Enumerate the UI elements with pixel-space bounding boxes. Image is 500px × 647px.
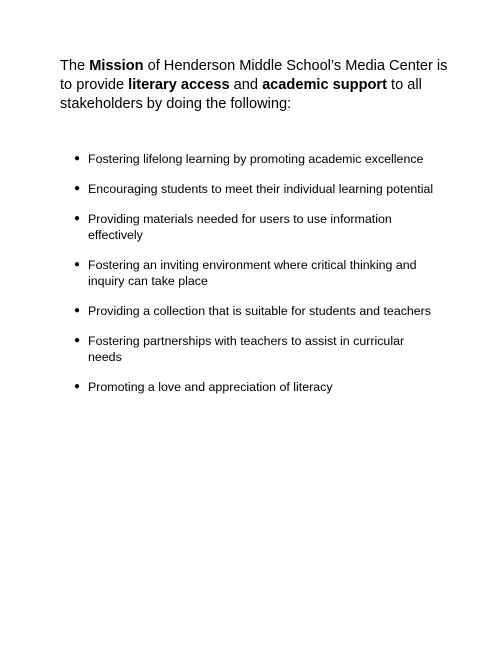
list-item [60,379,440,395]
bullet-icon: ● [74,213,81,224]
list-item-text: Fostering an inviting environment where critical thinking and inquiry can take place [88,258,417,288]
list-item-text: Encouraging students to meet their individual learning potential [88,182,434,196]
literary-access-keyword: literary access [128,77,230,93]
list-item-text: Providing materials needed for users to use information effectively [88,212,392,242]
list-item [60,333,440,365]
mission-bullet-list [60,151,440,409]
intro-text-1: The [60,58,90,74]
mission-keyword: Mission [89,58,144,74]
intro-text-2: of Henderson Middle School’s Media Center is to provide [60,58,448,93]
list-item-text: Promoting a love and appreciation of literacy [88,380,333,394]
bullet-icon: ● [74,153,81,164]
bullet-icon: ● [74,259,81,270]
intro-text-3: and [229,77,263,93]
list-item [60,151,440,167]
list-item [60,303,440,319]
mission-statement [60,57,450,114]
list-item [60,181,440,197]
list-item-text: Fostering lifelong learning by promoting academic excellence [88,152,424,166]
list-item [60,211,440,243]
list-item-text: Fostering partnerships with teachers to assist in curricular needs [88,334,405,364]
bullet-icon: ● [74,381,81,392]
bullet-icon: ● [74,183,81,194]
bullet-icon: ● [74,305,81,316]
academic-support-keyword: academic support [262,77,387,93]
intro-text-4: to all stakeholders by doing the following: [60,77,422,112]
list-item-text: Providing a collection that is suitable for students and teachers [88,304,432,318]
list-item [60,257,440,289]
bullet-icon: ● [74,335,81,346]
